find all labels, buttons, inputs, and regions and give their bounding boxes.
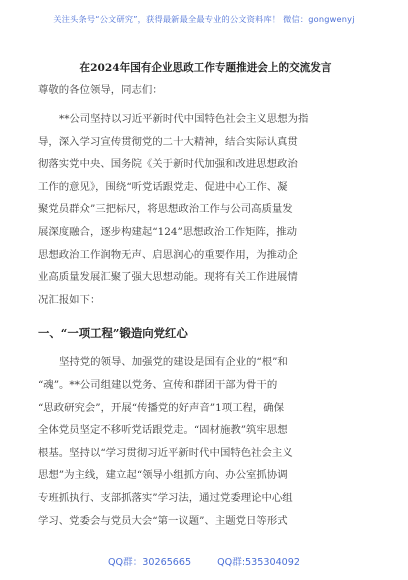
- document-title: 在2024年国有企业思政工作专题推进会上的交流发言: [79, 62, 332, 74]
- section1-paragraph: [38, 351, 373, 532]
- paragraph-line: 全体党员坚定不移听党话跟党走。“固材施教”筑牢思想: [38, 424, 288, 437]
- section-heading-1: 一、“一项工程”锻造向党红心: [38, 326, 188, 341]
- document-body: [38, 60, 373, 532]
- footer-qq-group-2: QQ群:535304092: [217, 557, 300, 568]
- paragraph-line: 况汇报如下：: [38, 293, 101, 306]
- paragraph-line: 工作的意见》，围绕“听党话跟党走、促进中心工作、凝: [38, 180, 288, 193]
- paragraph-line: **公司坚持以习近平新时代中国特色社会主义思想为指: [59, 113, 309, 125]
- paragraph-line: 彻落实党中央、国务院《关于新时代加强和改进思想政治: [38, 158, 298, 171]
- footer-qq-group-1: QQ群：30265665: [108, 557, 192, 568]
- paragraph-line: 聚党员群众”三把标尺，将思想政治工作与公司高质量发: [38, 203, 293, 216]
- intro-paragraph: [38, 108, 373, 311]
- paragraph-line: 坚持党的领导、加强党的建设是国有企业的“根”和: [59, 356, 288, 369]
- paragraph-line: 业高质量发展汇聚了强大思想动能。现将有关工作进展情: [38, 271, 298, 284]
- salutation: 尊敬的各位领导，同志们：: [38, 84, 163, 96]
- header-promo-banner: 关注头条号“公文研究”，获得最新最全最专业的公文资料库！ 微信：gongwenyj: [53, 14, 355, 24]
- paragraph-line: 思想政治工作润物无声、启思润心的重要作用，为推动企: [38, 248, 298, 261]
- paragraph-line: 导，深入学习宣传贯彻党的二十大精神，结合实际认真贯: [38, 135, 298, 148]
- paragraph-line: “魂”。**公司组建以党务、宣传和群团干部为骨干的: [38, 378, 278, 391]
- paragraph-line: 学习、党委会与党员大会“第一议题”、主题党日等形式: [38, 514, 288, 527]
- footer-contact: [0, 554, 408, 568]
- paragraph-line: 专班抓执行、支部抓落实”学习法，通过党委理论中心组: [38, 491, 293, 504]
- paragraph-line: 根基。坚持以“学习贯彻习近平新时代中国特色社会主义: [38, 446, 293, 459]
- paragraph-line: 思想”为主线，建立起“领导小组抓方向、办公室抓协调: [38, 469, 288, 482]
- paragraph-line: 展深度融合，逐步构建起“124”思想政治工作矩阵，推动: [38, 225, 298, 238]
- paragraph-line: “思政研究会”，开展“传播党的好声音”1项工程，确保: [38, 401, 285, 414]
